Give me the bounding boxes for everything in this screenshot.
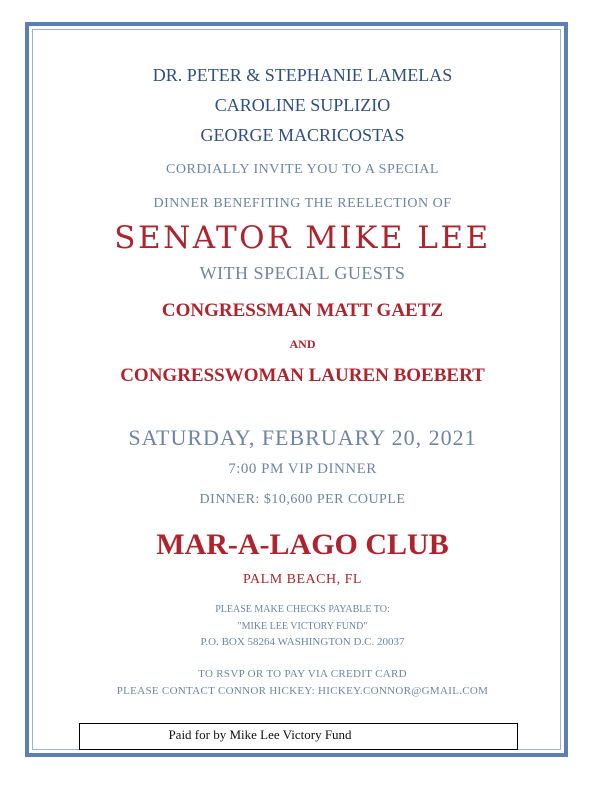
disclaimer-box [79,723,518,750]
invitation-line-2: DINNER BENEFITING THE REELECTION OF [153,196,452,211]
honoree-title: SENATOR MIKE LEE [114,220,491,256]
guest-conjunction: AND [289,337,316,351]
checks-address: P.O. BOX 58264 WASHINGTON D.C. 20037 [200,636,405,648]
rsvp-line-1: TO RSVP OR TO PAY VIA CREDIT CARD [198,668,407,680]
rsvp-contact: PLEASE CONTACT CONNOR HICKEY: HICKEY.CONNOR@GMAIL.COM [116,685,489,697]
invitation-line-1: CORDIALLY INVITE YOU TO A SPECIAL [166,162,439,177]
event-date: SATURDAY, FEBRUARY 20, 2021 [128,425,477,450]
checks-instruction: PLEASE MAKE CHECKS PAYABLE TO: [215,604,390,615]
disclaimer-text: Paid for by Mike Lee Victory Fund [168,727,352,742]
event-venue: MAR-A-LAGO CLUB [156,528,449,561]
event-price: DINNER: $10,600 PER COUPLE [199,492,406,507]
host-line-3: GEORGE MACRICOSTAS [200,125,405,145]
checks-payee: "MIKE LEE VICTORY FUND" [237,621,368,632]
event-time: 7:00 PM VIP DINNER [228,461,377,477]
guest-name-2: CONGRESSWOMAN LAUREN BOEBERT [120,365,485,386]
guest-name-1: CONGRESSMAN MATT GAETZ [161,300,444,321]
event-city: PALM BEACH, FL [243,572,362,587]
host-line-2: CAROLINE SUPLIZIO [214,95,391,115]
host-line-1: DR. PETER & STEPHANIE LAMELAS [152,65,453,85]
special-guests-heading: WITH SPECIAL GUESTS [199,263,406,283]
